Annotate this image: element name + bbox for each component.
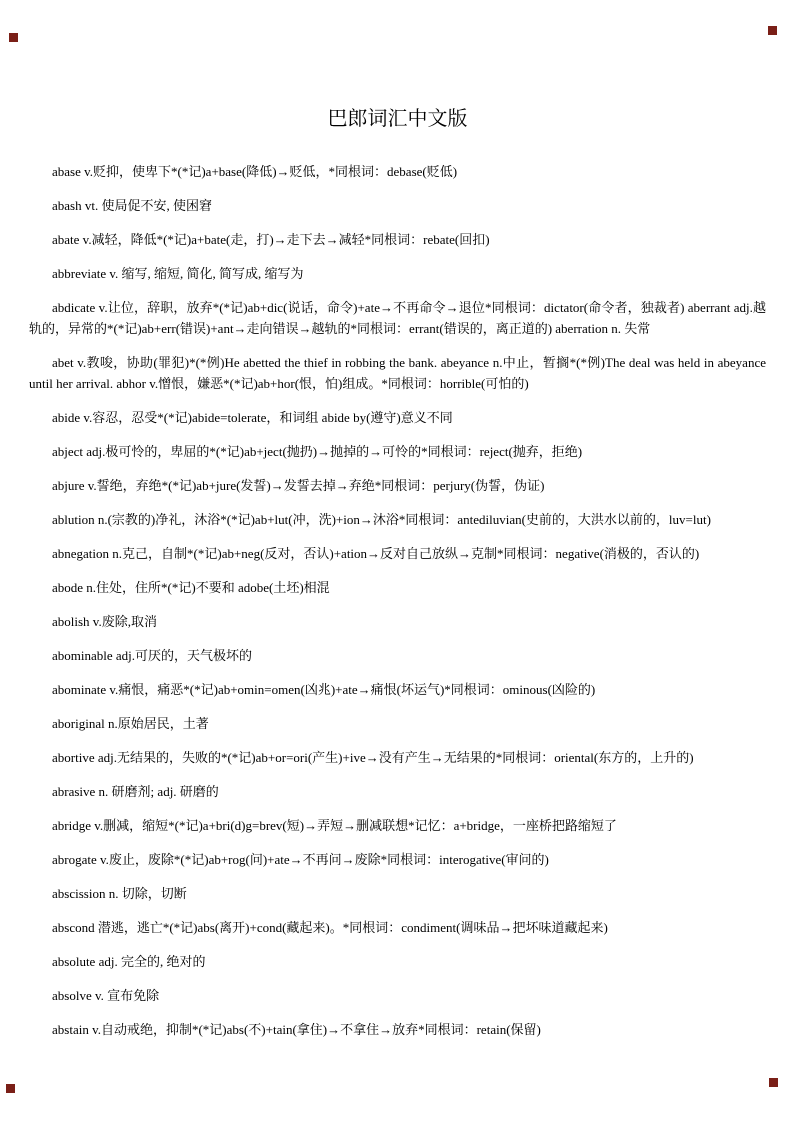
vocab-entry: abdicate v.让位，辞职，放弃*(*记)ab+dic(说话，命令)+ate→不再命令→退位*同根词：dictator(命令者，独裁者) aberrant adj.越轨的，异常的*(*记)ab+err(错误)+ant→走向错误→越轨的*同根词：errant(错误的，离正道的) aberration n. 失常 [29, 300, 766, 336]
vocab-entry: abjure v.誓绝，弃绝*(*记)ab+jure(发誓)→发誓去掉→弃绝*同根词：perjury(伪誓，伪证) [52, 478, 545, 493]
vocab-entry: abscission n. 切除，切断 [52, 886, 187, 901]
page-corner-mark-bottom-right [769, 1078, 778, 1087]
vocab-entry: aboriginal n.原始居民，土著 [52, 716, 209, 731]
page-corner-mark-top-left [9, 33, 18, 42]
vocab-entry: abnegation n.克己，自制*(*记)ab+neg(反对，否认)+ation→反对自己放纵→克制*同根词：negative(消极的，否认的) [52, 546, 700, 561]
vocab-entry: absolute adj. 完全的, 绝对的 [52, 954, 206, 969]
vocab-entry: abortive adj.无结果的，失败的*(*记)ab+or=ori(产生)+ive→没有产生→无结果的*同根词：oriental(东方的，上升的) [52, 750, 694, 765]
vocabulary-list [0, 161, 795, 1040]
vocab-entry: abate v.减轻，降低*(*记)a+bate(走，打)→走下去→减轻*同根词：rebate(回扣) [52, 232, 490, 247]
vocab-entry: ablution n.(宗教的)净礼，沐浴*(*记)ab+lut(冲，洗)+ion→沐浴*同根词：antediluvian(史前的，大洪水以前的，luv=lut) [52, 512, 711, 527]
vocab-entry: abscond 潜逃，逃亡*(*记)abs(离开)+cond(藏起来)。*同根词：condiment(调味品→把坏味道藏起来) [52, 920, 608, 935]
vocab-entry: abet v.教唆，协助(罪犯)*(*例)He abetted the thief in robbing the bank. abeyance n.中止，暂搁*(*例)The deal was held in abeyance until her arrival. abhor v.憎恨，嫌恶*(*记)ab+hor(恨，怕)组成。*同根词：horrible(可怕的) [29, 355, 766, 391]
vocab-entry: abominate v.痛恨，痛恶*(*记)ab+omin=omen(凶兆)+ate→痛恨(坏运气)*同根词：ominous(凶险的) [52, 682, 596, 697]
vocab-entry: abridge v.删减，缩短*(*记)a+bri(d)g=brev(短)→弄短→删减联想*记忆：a+bridge，一座桥把路缩短了 [52, 818, 617, 833]
page-corner-mark-bottom-left [6, 1084, 15, 1093]
vocab-entry: abolish v.废除,取消 [52, 614, 157, 629]
vocab-entry: abide v.容忍，忍受*(*记)abide=tolerate，和词组 abide by(遵守)意义不同 [52, 410, 453, 425]
vocab-entry: abase v.贬抑，使卑下*(*记)a+base(降低)→贬低，*同根词：debase(贬低) [52, 164, 458, 179]
vocab-entry: absolve v. 宣布免除 [52, 988, 160, 1003]
page-corner-mark-top-right [768, 26, 777, 35]
vocab-entry: abject adj.极可怜的，卑屈的*(*记)ab+ject(抛扔)→抛掉的→可怜的*同根词：reject(抛弃，拒绝) [52, 444, 583, 459]
vocab-entry: abrogate v.废止，废除*(*记)ab+rog(问)+ate→不再问→废除*同根词：interogative(审问的) [52, 852, 549, 867]
vocab-entry: abstain v.自动戒绝，抑制*(*记)abs(不)+tain(拿住)→不拿住→放弃*同根词：retain(保留) [52, 1022, 541, 1037]
vocab-entry: abode n.住处，住所*(*记)不要和 adobe(土坯)相混 [52, 580, 330, 595]
vocab-entry: abash vt. 使局促不安, 使困窘 [52, 198, 212, 213]
vocab-entry: abrasive n. 研磨剂; adj. 研磨的 [52, 784, 219, 799]
vocab-entry: abominable adj.可厌的，天气极坏的 [52, 648, 253, 663]
page-title: 巴郎词汇中文版 [327, 108, 468, 130]
vocab-entry: abbreviate v. 缩写, 缩短, 简化, 简写成, 缩写为 [52, 266, 304, 281]
